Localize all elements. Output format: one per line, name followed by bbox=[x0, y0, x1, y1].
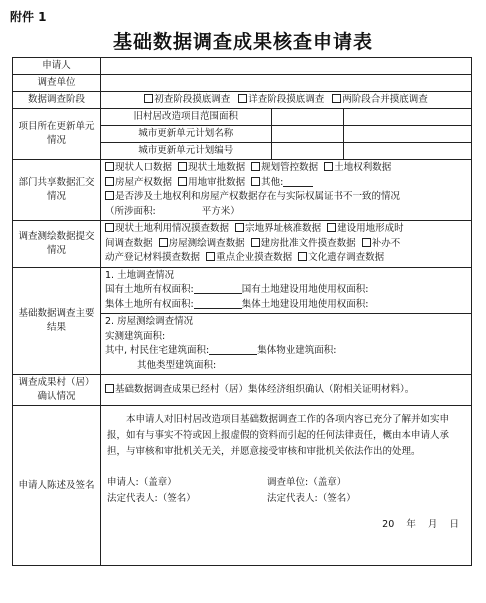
shared-option-population[interactable]: 现状人口数据 bbox=[105, 162, 172, 173]
checkbox-icon bbox=[238, 94, 247, 103]
checkbox-icon bbox=[178, 177, 187, 186]
statement-text: 本申请人对旧村居改造项目基础数据调查工作的各项内容已充分了解并如实申报，如有与事实不符或因上报虚假的资料而引起的任何法律责任，概由本申请人承担，与审核和审批机关无关，并愿意接受审核和审批机关依法作出的处理。 bbox=[107, 414, 450, 457]
checkbox-icon bbox=[251, 162, 260, 171]
involved-area-prefix: （所涉面积: bbox=[105, 205, 156, 217]
project-label: 项目所在更新单元情况 bbox=[13, 109, 101, 160]
plan-number-value[interactable] bbox=[271, 143, 343, 160]
checkbox-icon bbox=[144, 94, 153, 103]
shared-option-approval[interactable]: 用地审批数据 bbox=[178, 177, 245, 188]
checkbox-icon bbox=[332, 94, 341, 103]
checkbox-icon bbox=[105, 191, 114, 200]
collective-property-label: 集体物业建筑面积: bbox=[257, 345, 337, 356]
date-line: 20 年 月 日 bbox=[382, 519, 459, 530]
house-survey-title: 2. 房屋测绘调查情况 bbox=[105, 316, 194, 327]
villager-housing-label: 其中, 村民住宅建筑面积: bbox=[105, 345, 210, 356]
project-details bbox=[101, 109, 472, 160]
statement-row bbox=[13, 406, 472, 566]
checkbox-icon bbox=[159, 238, 168, 247]
survey-option-land-use[interactable]: 现状土地利用情况摸查数据 bbox=[105, 223, 229, 234]
plan-name-label: 城市更新单元计划名称 bbox=[101, 126, 271, 143]
survey-option-enterprise[interactable]: 重点企业摸查数据 bbox=[206, 252, 292, 263]
statement-content bbox=[101, 406, 472, 566]
actual-area-label: 实测建筑面积: bbox=[105, 330, 166, 342]
project-subtable bbox=[101, 109, 471, 159]
checkbox-icon bbox=[251, 177, 260, 186]
state-use-right-label: 国有土地建设用地使用权面积: bbox=[241, 284, 369, 295]
shared-data-options bbox=[101, 160, 472, 221]
checkbox-icon bbox=[105, 384, 114, 393]
form-title: 基础数据调查成果核查申请表 bbox=[112, 31, 373, 53]
stage-option-merged[interactable]: 两阶段合并摸底调查 bbox=[332, 93, 428, 107]
stage-label: 数据调查阶段 bbox=[13, 92, 101, 109]
results-row bbox=[13, 267, 472, 375]
applicant-seal: 申请人:（盖章） bbox=[107, 477, 177, 488]
survey-option-parcel[interactable]: 宗地界址核准数据 bbox=[235, 223, 321, 234]
checkbox-icon bbox=[105, 162, 114, 171]
other-building-label: 其他类型建筑面积: bbox=[137, 359, 217, 371]
checkbox-icon bbox=[327, 223, 336, 232]
applicant-label: 申请人 bbox=[13, 58, 101, 75]
survey-data-row bbox=[13, 221, 472, 268]
involved-area-suffix: 平方米） bbox=[201, 205, 240, 217]
annex-label: 附件 1 bbox=[10, 10, 47, 24]
collective-ownership-blank[interactable] bbox=[194, 308, 242, 309]
state-ownership-label: 国有土地所有权面积: bbox=[105, 284, 194, 295]
project-area-value[interactable] bbox=[271, 109, 343, 126]
village-confirm-label: 调查成果村（居）确认情况 bbox=[13, 375, 101, 406]
survey-data-options bbox=[101, 221, 472, 268]
shared-option-land-rights[interactable]: 土地权利数据 bbox=[324, 162, 391, 173]
unit-legal-rep: 法定代表人:（签名） bbox=[267, 493, 356, 504]
survey-unit-label: 调查单位 bbox=[13, 75, 101, 92]
plan-number-label: 城市更新单元计划编号 bbox=[101, 143, 271, 160]
survey-option-heritage[interactable]: 文化遗存调查数据 bbox=[298, 252, 384, 263]
checkbox-icon bbox=[206, 252, 215, 261]
survey-option-building-approval[interactable]: 建房批准文件摸查数据 bbox=[251, 238, 356, 249]
applicant-legal-rep: 法定代表人:（签名） bbox=[107, 493, 196, 504]
stage-option-initial[interactable]: 初查阶段摸底调查 bbox=[144, 93, 230, 107]
survey-option-supplementary[interactable]: 补办不 bbox=[362, 238, 401, 249]
villager-housing-blank[interactable] bbox=[209, 354, 257, 355]
shared-option-land[interactable]: 现状土地数据 bbox=[178, 162, 245, 173]
shared-option-other[interactable]: 其他: bbox=[251, 177, 283, 188]
stage-row bbox=[13, 92, 472, 109]
stage-options bbox=[101, 92, 472, 109]
applicant-row bbox=[13, 58, 472, 75]
survey-data-label: 调查测绘数据提交情况 bbox=[13, 221, 101, 268]
shared-option-property[interactable]: 房屋产权数据 bbox=[105, 177, 172, 188]
checkbox-icon bbox=[251, 238, 260, 247]
survey-formation-time-cont: 间调查数据 bbox=[105, 237, 153, 249]
project-area-extra bbox=[343, 109, 471, 126]
survey-unit-field[interactable] bbox=[101, 75, 472, 92]
checkbox-icon bbox=[235, 223, 244, 232]
state-ownership-blank[interactable] bbox=[194, 293, 242, 294]
survey-option-formation-time[interactable]: 建设用地形成时 bbox=[327, 223, 404, 234]
survey-unit-row bbox=[13, 75, 472, 92]
checkbox-icon bbox=[324, 162, 333, 171]
land-survey-title: 1. 土地调查情况 bbox=[105, 269, 175, 281]
checkbox-icon bbox=[362, 238, 371, 247]
checkbox-icon bbox=[178, 162, 187, 171]
survey-unit-seal: 调查单位:（盖章） bbox=[267, 477, 347, 488]
shared-option-planning[interactable]: 规划管控数据 bbox=[251, 162, 318, 173]
stage-option-detailed[interactable]: 详查阶段摸底调查 bbox=[238, 93, 324, 107]
project-area-label: 旧村居改造项目范围面积 bbox=[101, 109, 271, 126]
results-label: 基础数据调查主要结果 bbox=[13, 267, 101, 375]
checkbox-icon bbox=[105, 223, 114, 232]
checkbox-icon bbox=[105, 177, 114, 186]
collective-ownership-label: 集体土地所有权面积: bbox=[105, 298, 194, 310]
collective-use-right-label: 集体土地建设用地使用权面积: bbox=[241, 298, 369, 310]
plan-name-value[interactable] bbox=[271, 126, 343, 143]
plan-name-extra bbox=[343, 126, 471, 143]
checkbox-icon bbox=[298, 252, 307, 261]
village-confirm-row bbox=[13, 375, 472, 406]
shared-data-row bbox=[13, 160, 472, 221]
survey-option-house-mapping[interactable]: 房屋测绘调查数据 bbox=[159, 238, 245, 249]
application-form bbox=[12, 57, 472, 566]
plan-number-extra bbox=[343, 143, 471, 160]
survey-supplementary-cont: 动产登记材料摸查数据 bbox=[105, 252, 201, 263]
results-content bbox=[101, 267, 472, 375]
village-confirm-option[interactable]: 基础数据调查成果已经村（居）集体经济组织确认（附相关证明材料）。 bbox=[101, 375, 472, 406]
statement-label: 申请人陈述及签名 bbox=[13, 406, 101, 566]
applicant-field[interactable] bbox=[101, 58, 472, 75]
other-blank[interactable] bbox=[283, 186, 313, 187]
project-row bbox=[13, 109, 472, 160]
shared-option-inconsistent[interactable]: 是否涉及土地权利和房屋产权数据存在与实际权属证书不一致的情况 bbox=[105, 190, 467, 205]
shared-data-label: 部门共享数据汇交情况 bbox=[13, 160, 101, 221]
